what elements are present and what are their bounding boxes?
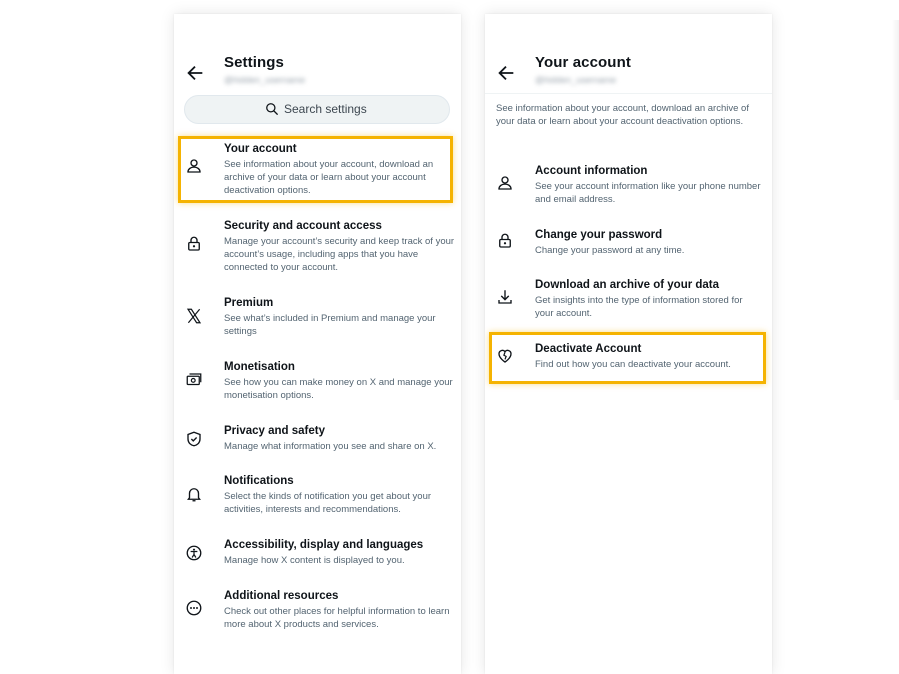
account-item-change-password[interactable] [485,229,772,263]
person-icon [496,174,514,192]
highlight-box [489,332,766,384]
settings-item-privacy[interactable] [174,425,461,459]
account-item-download-archive[interactable] [485,279,772,323]
account-intro-text: See information about your account, download an archive of your data or learn about your account deactivation options. [496,103,749,127]
search-icon [265,102,279,116]
item-description: Select the kinds of notification you get about your activities, interests and recommendations. [224,491,432,515]
settings-screen [174,14,461,674]
search-placeholder: Search settings [284,102,367,116]
more-icon [185,599,203,617]
shield-icon [185,430,203,448]
account-handle: @hidden_username [224,75,306,85]
item-title: Privacy and safety [224,425,326,437]
bell-icon [185,485,203,503]
money-icon [185,371,203,389]
arrow-left-icon[interactable] [184,62,206,84]
item-title: Premium [224,297,274,309]
item-title: Deactivate Account [535,343,642,355]
item-description: Change your password at any time. [535,245,685,256]
accessibility-icon [185,544,203,562]
settings-item-additional-resources[interactable] [174,590,461,636]
item-title: Account information [535,165,648,177]
item-title: Security and account access [224,220,382,232]
account-handle: @hidden_username [535,75,617,85]
page-title: Your account [535,54,631,71]
settings-item-premium[interactable] [174,297,461,343]
item-title: Download an archive of your data [535,279,720,291]
lock-icon [185,235,203,253]
page-title: Settings [224,54,284,71]
download-icon [496,288,514,306]
item-description: Manage how X content is displayed to you. [224,555,405,566]
background-panel-edge [892,20,899,400]
item-title: Monetisation [224,361,295,373]
settings-item-security[interactable] [174,220,461,280]
item-title: Additional resources [224,590,339,602]
item-description: Manage your account’s security and keep track of your account’s usage, including apps that you have connected to your account. [224,236,455,273]
settings-item-monetisation[interactable] [174,361,461,407]
item-description: See what’s included in Premium and manage your settings [224,313,436,337]
item-description: See how you can make money on X and manage your monetisation options. [224,377,453,401]
item-title: Your account [224,143,297,155]
arrow-left-icon[interactable] [495,62,517,84]
settings-item-accessibility[interactable] [174,539,461,573]
lock-icon [496,232,514,250]
settings-item-notifications[interactable] [174,475,461,521]
item-title: Change your password [535,229,663,241]
header-divider [485,93,772,94]
item-title: Accessibility, display and languages [224,539,424,551]
item-description: See your account information like your phone number and email address. [535,181,761,205]
x-logo-icon [185,307,203,325]
search-input[interactable] [184,95,450,124]
item-description: Check out other places for helpful information to learn more about X products and services. [224,606,450,630]
account-item-information[interactable] [485,165,772,209]
item-description: Manage what information you see and share on X. [224,441,437,452]
your-account-screen [485,14,772,674]
highlight-box [178,136,453,203]
item-description: See information about your account, download an archive of your data or learn about your account deactivation options. [224,159,434,196]
account-header [485,52,772,102]
item-description: Get insights into the type of information stored for your account. [535,295,743,319]
item-description: Find out how you can deactivate your account. [535,359,731,370]
item-title: Notifications [224,475,294,487]
